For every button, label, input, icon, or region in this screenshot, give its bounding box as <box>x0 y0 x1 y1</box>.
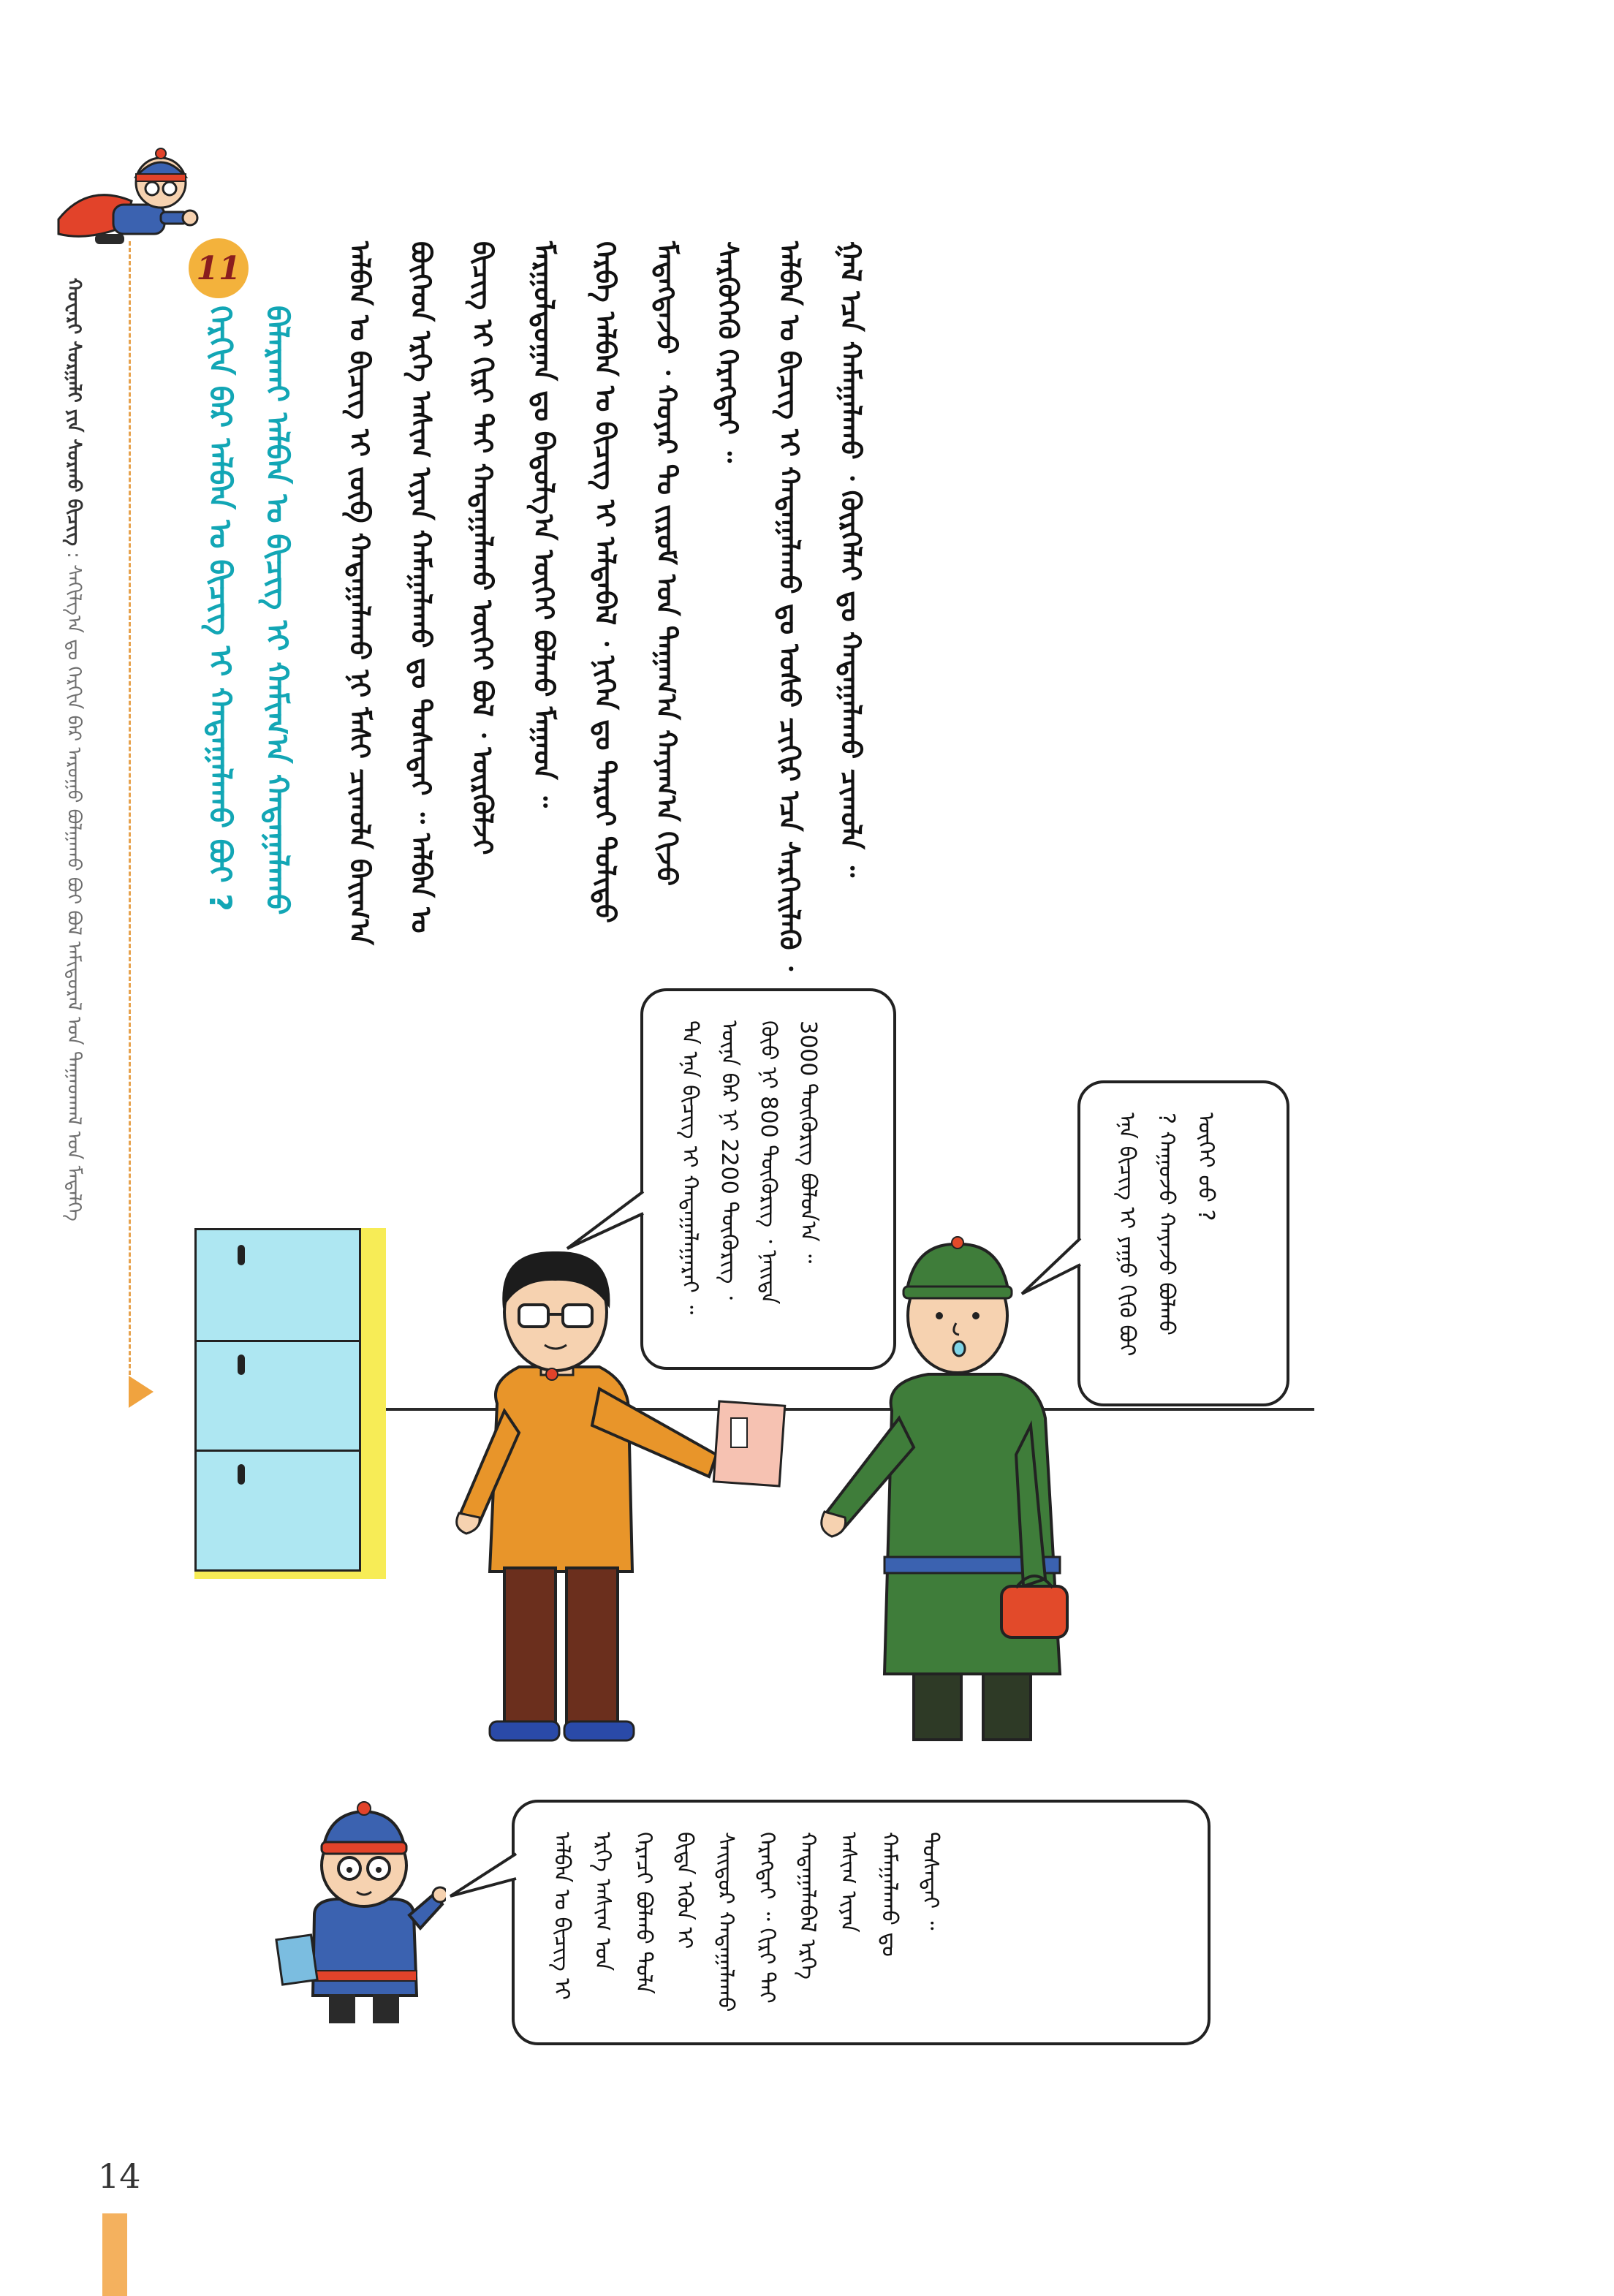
body-text <box>329 241 1301 987</box>
lesson-title <box>192 306 308 978</box>
lesson-number-badge: 11 <box>189 238 249 298</box>
flying-boy-mascot <box>44 132 205 278</box>
page-tab <box>102 2213 127 2296</box>
margin-rule <box>129 241 131 1382</box>
boy-mascot <box>270 1798 446 2039</box>
window-glass <box>194 1228 361 1572</box>
herder-bubble-tail <box>1018 1235 1083 1301</box>
body-paragraph: ᠠᠯᠪᠠᠨ ᠤ ᠪᠢᠴᠢᠭ ᠢ ᠵᠦᠪ ᠬᠠᠳᠠᠭᠠᠯᠠᠬᠤ ᠨᠢ ᠮᠠᠰᠢ ᠴᠢᠬᠤᠯᠠ ᠪᠠᠢᠭ᠎ᠠ ᠪᠥᠭᠡᠳ ᠡᠷᠬᠡ ᠠᠱᠢᠭ ᠢᠶᠠᠨ ᠬᠠᠮᠠᠭᠠᠯᠠᠬᠤ ᠳᠤ ᠲᠤᠰᠠᠲᠠᠢ ᠃ ᠠᠯᠪᠠᠨ ᠤ ᠪᠢᠴᠢᠭ ᠢ ᠬᠢᠷᠢ ᠲᠡᠢ ᠬᠠᠳᠠᠭᠠᠯᠠᠬᠤ ᠦᠭᠡᠢ ᠪᠣᠯ ᠂ ᠦᠷᠭᠦᠯᠵᠢ ᠮᠠᠷᠭᠤᠯᠳᠤᠭᠠᠨ ᠳᠤ ᠪᠠᠲᠤᠯᠭ᠎ᠠ ᠦᠭᠡᠢ ᠪᠣᠯᠬᠤ ᠮᠠᠭᠠᠳ ᠃ <box>344 241 560 945</box>
boy-speech-bubble <box>512 1800 1210 2045</box>
official-speech-text: ᠲᠠ ᠡᠨᠡ ᠪᠢᠴᠢᠭ ᠢ ᠬᠠᠳᠠᠭᠠᠯᠠᠭᠠᠷᠠᠢ ᠃ ᠦᠨᠡ ᠪᠡᠷ ᠨᠢ 2200 ᠲᠦᠭᠦᠷᠢᠭ ᠂ ᠬᠦᠦ ᠨᠢ 800 ᠲᠦᠭᠦᠷᠢᠭ ᠂ ᠨᠡᠢᠲᠡ 3000 ᠲᠦᠭᠦᠷᠢᠭ ᠪᠣᠯᠤᠨ᠎ᠠ ᠃ <box>677 1020 821 1315</box>
lesson-title-line-1: ᠬᠡᠷᠬᠢᠨ ᠪᠠᠷ ᠠᠯᠪᠠᠨ ᠤ ᠪᠢᠴᠢᠭ᠌ ᠢ ᠬᠠᠳᠠᠭᠠᠯᠠᠬᠤ ᠪᠤᠢ ? <box>202 306 238 912</box>
page-number: 14 <box>98 2156 141 2196</box>
body-paragraph: ᠬᠡᠷᠪᠡ ᠠᠯᠪᠠᠨ ᠤ ᠪᠢᠴᠢᠭ ᠢ ᠠᠯᠳᠠᠪᠠᠯ ᠂ ᠨᠢᠭᠡᠨ ᠳᠤ ᠳᠠᠷᠤᠢ ᠲᠣᠯᠢᠳᠤ ᠮᠡᠳᠡᠭᠳᠡᠵᠦ ᠂ ᠬᠣᠶᠠᠷ ᠲᠤ ᠵᠢᠷᠤᠮ ᠤᠨ ᠳᠠᠭᠠᠭ᠎ᠠ ᠬᠠᠶᠠᠭ᠎ᠠ ᠬᠢᠵᠦ ᠰᠡᠷᠭᠦᠭᠡᠬᠦ ᠬᠡᠷᠡᠭᠲᠡᠢ ᠃ <box>589 241 744 923</box>
official-speech-bubble <box>640 988 896 1370</box>
lesson-title-line-2: ᠪᠠᠯᠠᠷᠬᠠᠶ ᠠᠯᠪᠠᠨ ᠤ ᠪᠢᠴᠢᠭ ᠢ ᠬᠠᠮᠢᠭ᠎ᠠ ᠬᠠᠳᠠᠭᠠᠯᠠᠬᠤ <box>259 306 295 915</box>
rule-arrow-icon <box>129 1376 154 1408</box>
herder-speech-bubble <box>1077 1080 1289 1406</box>
boy-bubble-tail <box>447 1849 518 1908</box>
running-subtitle: ᠰᠠᠬᠢᠯᠭ᠎ᠠ ᠳᠤ ᠬᠡᠷᠬᠢᠨ ᠪᠠᠷ ᠠᠷᠤᠭᠤ ᠪᠤᠯᠭᠠᠬᠤ ᠪᠤᠢ ᠪᠤᠯ ᠠᠮᠢᠳᠤᠷᠠᠯ ᠤᠨ ᠳᠠᠭᠠᠳᠬᠠᠯ ᠤᠨ ᠮᠡᠳᠡᠯᠭᠡ <box>63 564 85 1221</box>
boy-speech-text: ᠠᠯᠪᠠᠨ ᠤ ᠪᠢᠴᠢᠭ ᠢ ᠡᠷᠬᠡ ᠠᠱᠢᠭ ᠤᠨ ᠭᠡᠷᠡᠴᠢ ᠪᠣᠯᠬᠤ ᠲᠤᠯᠠ ᠪᠢᠳᠡ ᠡᠭᠦᠨ ᠢ ᠰᠠᠢᠲᠤᠷ ᠬᠠᠳᠠᠭᠠᠯᠠᠬᠤ ᠬᠡᠷᠡᠭᠲᠡᠢ ᠃ ᠬᠢᠷᠢ ᠲᠡᠢ ᠬᠠᠳᠠᠭᠠᠯᠠᠪᠠᠯ ᠡᠷᠬᠡ ᠠᠱᠢᠭ ᠢᠶᠠᠨ ᠬᠠᠮᠠᠭᠠᠯᠠᠬᠤ ᠳᠤ ᠲᠤᠰᠠᠲᠠᠢ ᠃ <box>549 1832 943 2012</box>
official-bubble-tail <box>564 1184 652 1250</box>
body-paragraph: ᠠᠯᠪᠠᠨ ᠤ ᠪᠢᠴᠢᠭ ᠢ ᠬᠠᠳᠠᠭᠠᠯᠠᠬᠤ ᠳᠤ ᠤᠰᠤ ᠴᠢᠬᠢᠷ ᠡᠴᠡ ᠰᠡᠷᠭᠡᠢᠯᠡᠬᠦ ᠂ ᠭᠠᠯ ᠡᠴᠡ ᠬᠠᠮᠠᠭᠠᠯᠠᠬᠤ ᠂ ᠬᠦᠷᠭᠡᠯᠡᠢ ᠳᠤ ᠬᠠᠳᠠᠭᠠᠯᠠᠬᠤ ᠴᠢᠬᠤᠯᠠ ᠃ <box>773 241 867 971</box>
herder-speech-text: ᠡᠨᠡ ᠪᠢᠴᠢᠭ ᠢ ᠶᠠᠭᠤ ᠬᠢᠬᠦ ᠪᠤᠢ ? ᠬᠠᠭᠤᠵᠤ ᠬᠠᠶᠠᠵᠤ ᠪᠣᠯᠬᠤ ᠦᠭᠡᠢ ᠤᠤ ? <box>1114 1113 1219 1357</box>
series-label: ᠬᠤᠸᠠᠷᠢ ᠰᠤᠷᠭᠠᠯᠢ ᠶᠢᠨ ᠰᠤᠷᠬᠤ ᠪᠢᠴᠢᠭ <box>63 278 85 546</box>
running-header: ᠬᠤᠸᠠᠷᠢ ᠰᠤᠷᠭᠠᠯᠢ ᠶᠢᠨ ᠰᠤᠷᠬᠤ ᠪᠢᠴᠢᠭ : ᠰᠠᠬᠢᠯᠭ᠎ᠠ ᠳᠤ ᠬᠡᠷᠬᠢᠨ ᠪᠠᠷ ᠠᠷᠤᠭᠤ ᠪᠤᠯᠭᠠᠬᠤ ᠪᠤᠢ ᠪᠤᠯ ᠠᠮᠢᠳᠤᠷᠠᠯ ᠤᠨ ᠳᠠᠭᠠᠳᠬᠠᠯ ᠤᠨ ᠮᠡᠳᠡᠯᠭᠡ <box>63 278 85 1221</box>
